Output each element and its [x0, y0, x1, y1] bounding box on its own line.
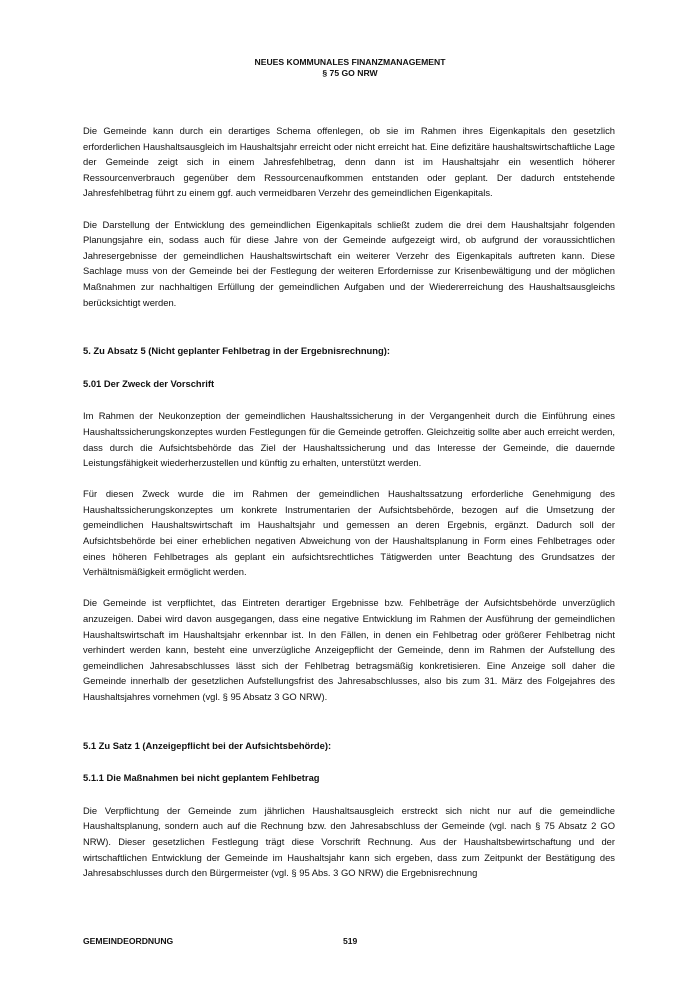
paragraph-1: Die Gemeinde kann durch ein derartiges Schema offenlegen, ob sie im Rahmen ihres Eigenkapitals den gesetzlich erforderlichen Haushaltsausgleich im Haushaltsjahr erreicht oder nicht erreicht hat. Eine defizitäre haushaltswirtschaftliche Lage der Gemeinde zeigt sich in einem Jahresfehlbetrag, denn dann ist im Haushaltsjahr ein wesentlich höherer Ressourcenverbrauch gegenüber dem Ressourcenaufkommen entstanden oder geplant. Der dadurch entstehende Jahresfehlbetrag führt zu einem ggf. auch vermeidbaren Verzehr des gemeindlichen Eigenkapitals. — [83, 125, 615, 199]
header-title: NEUES KOMMUNALES FINANZMANAGEMENT — [254, 57, 446, 67]
page-body — [83, 123, 615, 881]
paragraph-6: Die Verpflichtung der Gemeinde zum jährlichen Haushaltsausgleich erstreckt sich nicht nur auf die gemeindliche Haushaltsplanung, sondern auch auf die Rechnung bzw. den Jahresabschluss der Gemeinde (vgl. nach § 75 Absatz 2 GO NRW). Dieser gesetzlichen Festlegung trägt diese Vorschrift Rechnung. Aus der Haushaltsbewirtschaftung und der wirtschaftlichen Entwicklung der Gemeinde im Haushaltsjahr kann sich ergeben, dass zum Zeitpunkt der Bestätigung des Jahresabschlusses durch den Bürgermeister (vgl. § 95 Abs. 3 GO NRW) die Ergebnisrechnung — [83, 804, 615, 879]
paragraph-3: Im Rahmen der Neukonzeption der gemeindlichen Haushaltssicherung in der Vergangenheit durch die Einführung eines Haushaltssicherungskonzeptes wurden Festlegungen für die Gemeinde getroffen. Gleichzeitig sollte aber auch erreicht werden, dass durch die Aufsichtsbehörde das Ziel der Haushaltssicherung und das Interesse der Gemeinde, die dauernde Leistungsfähigkeit wiederherzustellen und künftig zu erhalten, unterstützt werden. — [83, 410, 615, 469]
section-heading-5-01: 5.01 Der Zweck der Vorschrift — [83, 377, 215, 389]
header-subtitle: § 75 GO NRW — [322, 68, 378, 78]
page-header — [0, 57, 700, 79]
section-heading-5-1: 5.1 Zu Satz 1 (Anzeigepflicht bei der Aufsichtsbehörde): — [83, 739, 332, 751]
paragraph-5: Die Gemeinde ist verpflichtet, das Eintreten derartiger Ergebnisse bzw. Fehlbeträge der Aufsichtsbehörde unverzüglich anzuzeigen. Dabei wird davon ausgegangen, dass eine negative Entwicklung im Rahmen der Ausführung der gemeindlichen Haushaltswirtschaft im Haushaltsjahr erkennbar ist. In den Fällen, in denen ein Fehlbetrag oder größerer Fehlbetrag nicht verhindert werden kann, besteht eine unverzügliche Anzeigepflicht der Gemeinde, denn im Rahmen der Aufstellung des gemeindlichen Jahresabschlusses lässt sich der Fehlbetrag betragsmäßig konkretisieren. Eine Anzeige soll daher die Gemeinde innerhalb der gesetzlichen Aufstellungsfrist des Jahresabschlusses, also bis zum 31. März des Folgejahres des Haushaltsjahres vornehmen (vgl. § 95 Absatz 3 GO NRW). — [83, 597, 615, 702]
paragraph-2: Die Darstellung der Entwicklung des gemeindlichen Eigenkapitals schließt zudem die drei dem Haushaltsjahr folgenden Planungsjahre ein, sodass auch für diese Jahre von der Gemeinde aufgezeigt wird, ob aufgrund der voraussichtlichen Jahresergebnisse der gemeindlichen Haushaltswirtschaft ein weiterer Verzehr des Eigenkapitals auftreten kann. Diese Sachlage muss von der Gemeinde bei der Festlegung der weiteren Erfordernisse zur Krisenbewältigung und der möglichen Maßnahmen zur nachhaltigen Erfüllung der gemeindlichen Aufgaben und der Wiedererreichung des Haushaltsausgleichs berücksichtigt werden. — [83, 218, 615, 308]
footer-title: GEMEINDEORDNUNG — [83, 936, 174, 946]
paragraph-4: Für diesen Zweck wurde die im Rahmen der gemeindlichen Haushaltssatzung erforderliche Genehmigung des Haushaltssicherungskonzeptes um konkrete Instrumentarien der Aufsichtsbehörde, bezogen auf die Umsetzung der gemeindlichen Haushaltswirtschaft im Haushaltsjahr und gemessen an deren Ergebnis, ergänzt. Dadurch soll der Aufsichtsbehörde bei einer erheblichen negativen Abweichung von der Haushaltsplanung in Form eines Fehlbetrages oder eines höheren Fehlbetrages als geplant ein aufsichtsrechtliches Tätigwerden unter Beachtung des Grundsatzes der Verhältnismäßigkeit ermöglicht werden. — [83, 488, 615, 578]
section-heading-5-1-1: 5.1.1 Die Maßnahmen bei nicht geplantem Fehlbetrag — [83, 772, 320, 784]
page-number: 519 — [343, 936, 358, 946]
section-heading-5: 5. Zu Absatz 5 (Nicht geplanter Fehlbetrag in der Ergebnisrechnung): — [83, 345, 390, 357]
